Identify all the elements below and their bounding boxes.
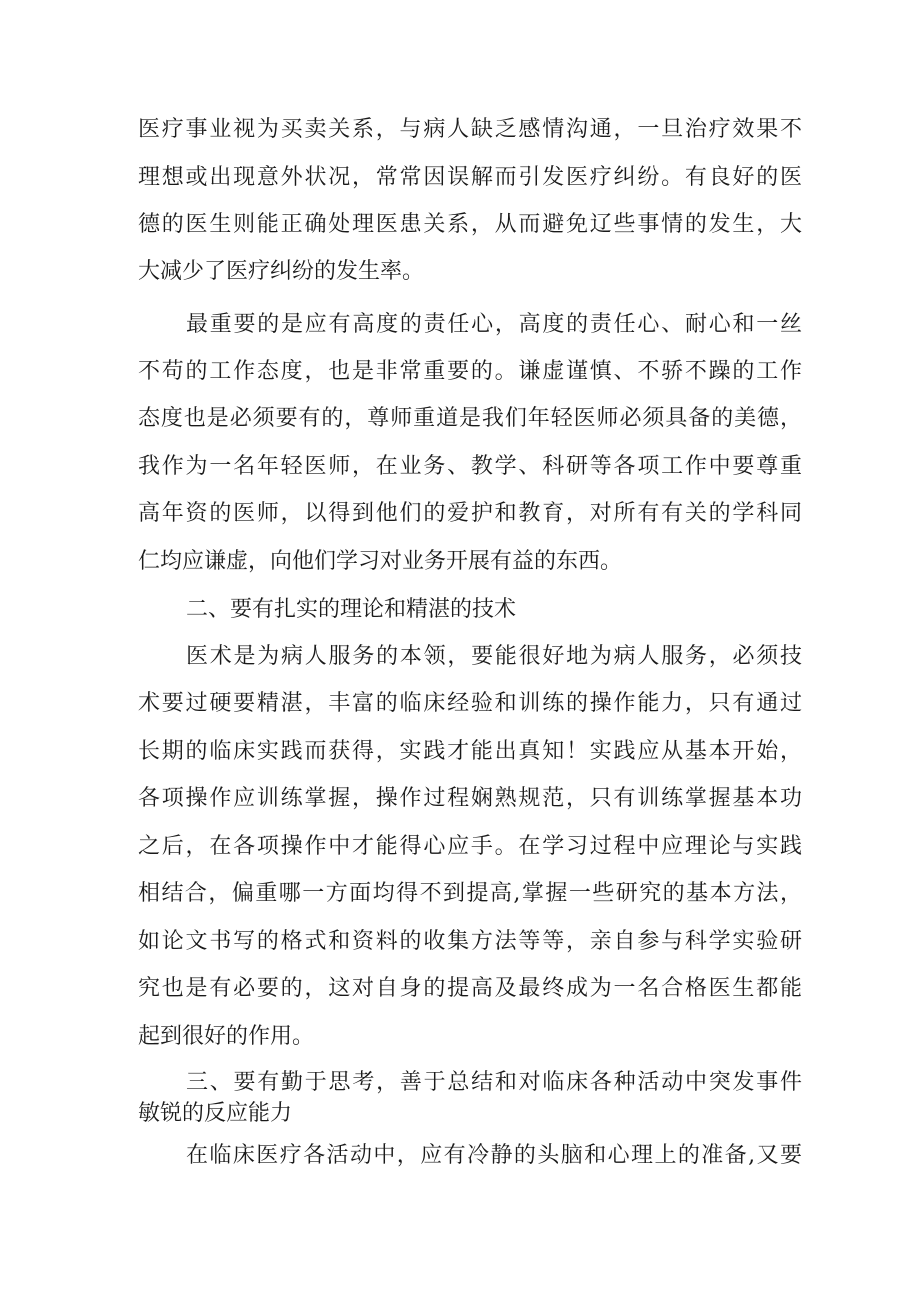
paragraph-3-line: 长期的临床实践而获得，实践才能出真知！实践应从基本开始， [138,739,802,764]
section-heading-3: 三、要有勤于思考，善于总结和对临床各种活动中突发事件 [186,1070,802,1095]
paragraph-3-line: 医术是为病人服务的本领，要能很好地为病人服务，必须技 [186,644,802,669]
paragraph-2-line: 仁均应谦虚，向他们学习对业务开展有益的东西。 [138,549,623,574]
paragraph-3-line: 术要过硬要精湛，丰富的临床经验和训练的操作能力，只有通过 [138,691,802,716]
paragraph-2-line: 我作为一名年轻医师，在业务、教学、科研等各项工作中要尊重 [138,454,802,479]
paragraph-3-line: 起到很好的作用。 [138,1024,315,1049]
paragraph-3-line: 各项操作应训练掌握，操作过程娴熟规范，只有训练掌握基本功 [138,786,802,811]
paragraph-1-line: 德的医生则能正确处理医患关系，从而避免辽些事情的发生，大 [138,212,802,237]
paragraph-3-line: 之后，在各项操作中才能得心应手。在学习过程中应理论与实践 [138,834,802,859]
paragraph-1-line: 理想或出现意外状况，常常因误解而引发医疗纠纷。有良好的医 [138,165,802,190]
paragraph-4-line: 在临床医疗各活动中，应有冷静的头脑和心理上的准备,又要 [186,1143,802,1168]
section-heading-3: 敏锐的反应能力 [138,1101,293,1126]
paragraph-1-line: 医疗事业视为买卖关系，与病人缺乏感情沟通，一旦治疗效果不 [138,117,802,142]
paragraph-1-line: 大减少了医疗纠纷的发生率。 [138,259,425,284]
section-heading-2: 二、要有扎实的理论和精湛的技术 [186,597,517,622]
paragraph-2-line: 态度也是必须要有的，尊师重道是我们年轻医师必须具备的美德， [138,406,802,431]
paragraph-3-line: 如论文书写的格式和资料的收集方法等等，亲自参与科学实验研 [138,929,802,954]
paragraph-3-line: 究也是有必要的，这对自身的提高及最终成为一名合格医生都能 [138,976,802,1001]
paragraph-2-line: 最重要的是应有高度的责任心，高度的责任心、耐心和一丝 [186,312,802,337]
paragraph-2-line: 高年资的医师，以得到他们的爱护和教育，对所有有关的学科同 [138,501,802,526]
paragraph-2-line: 不苟的工作态度，也是非常重要的。谦虚谨慎、不骄不躁的工作 [138,359,802,384]
paragraph-3-line: 相结合，偏重哪一方面均得不到提高,掌握一些研究的基本方法， [138,881,802,906]
